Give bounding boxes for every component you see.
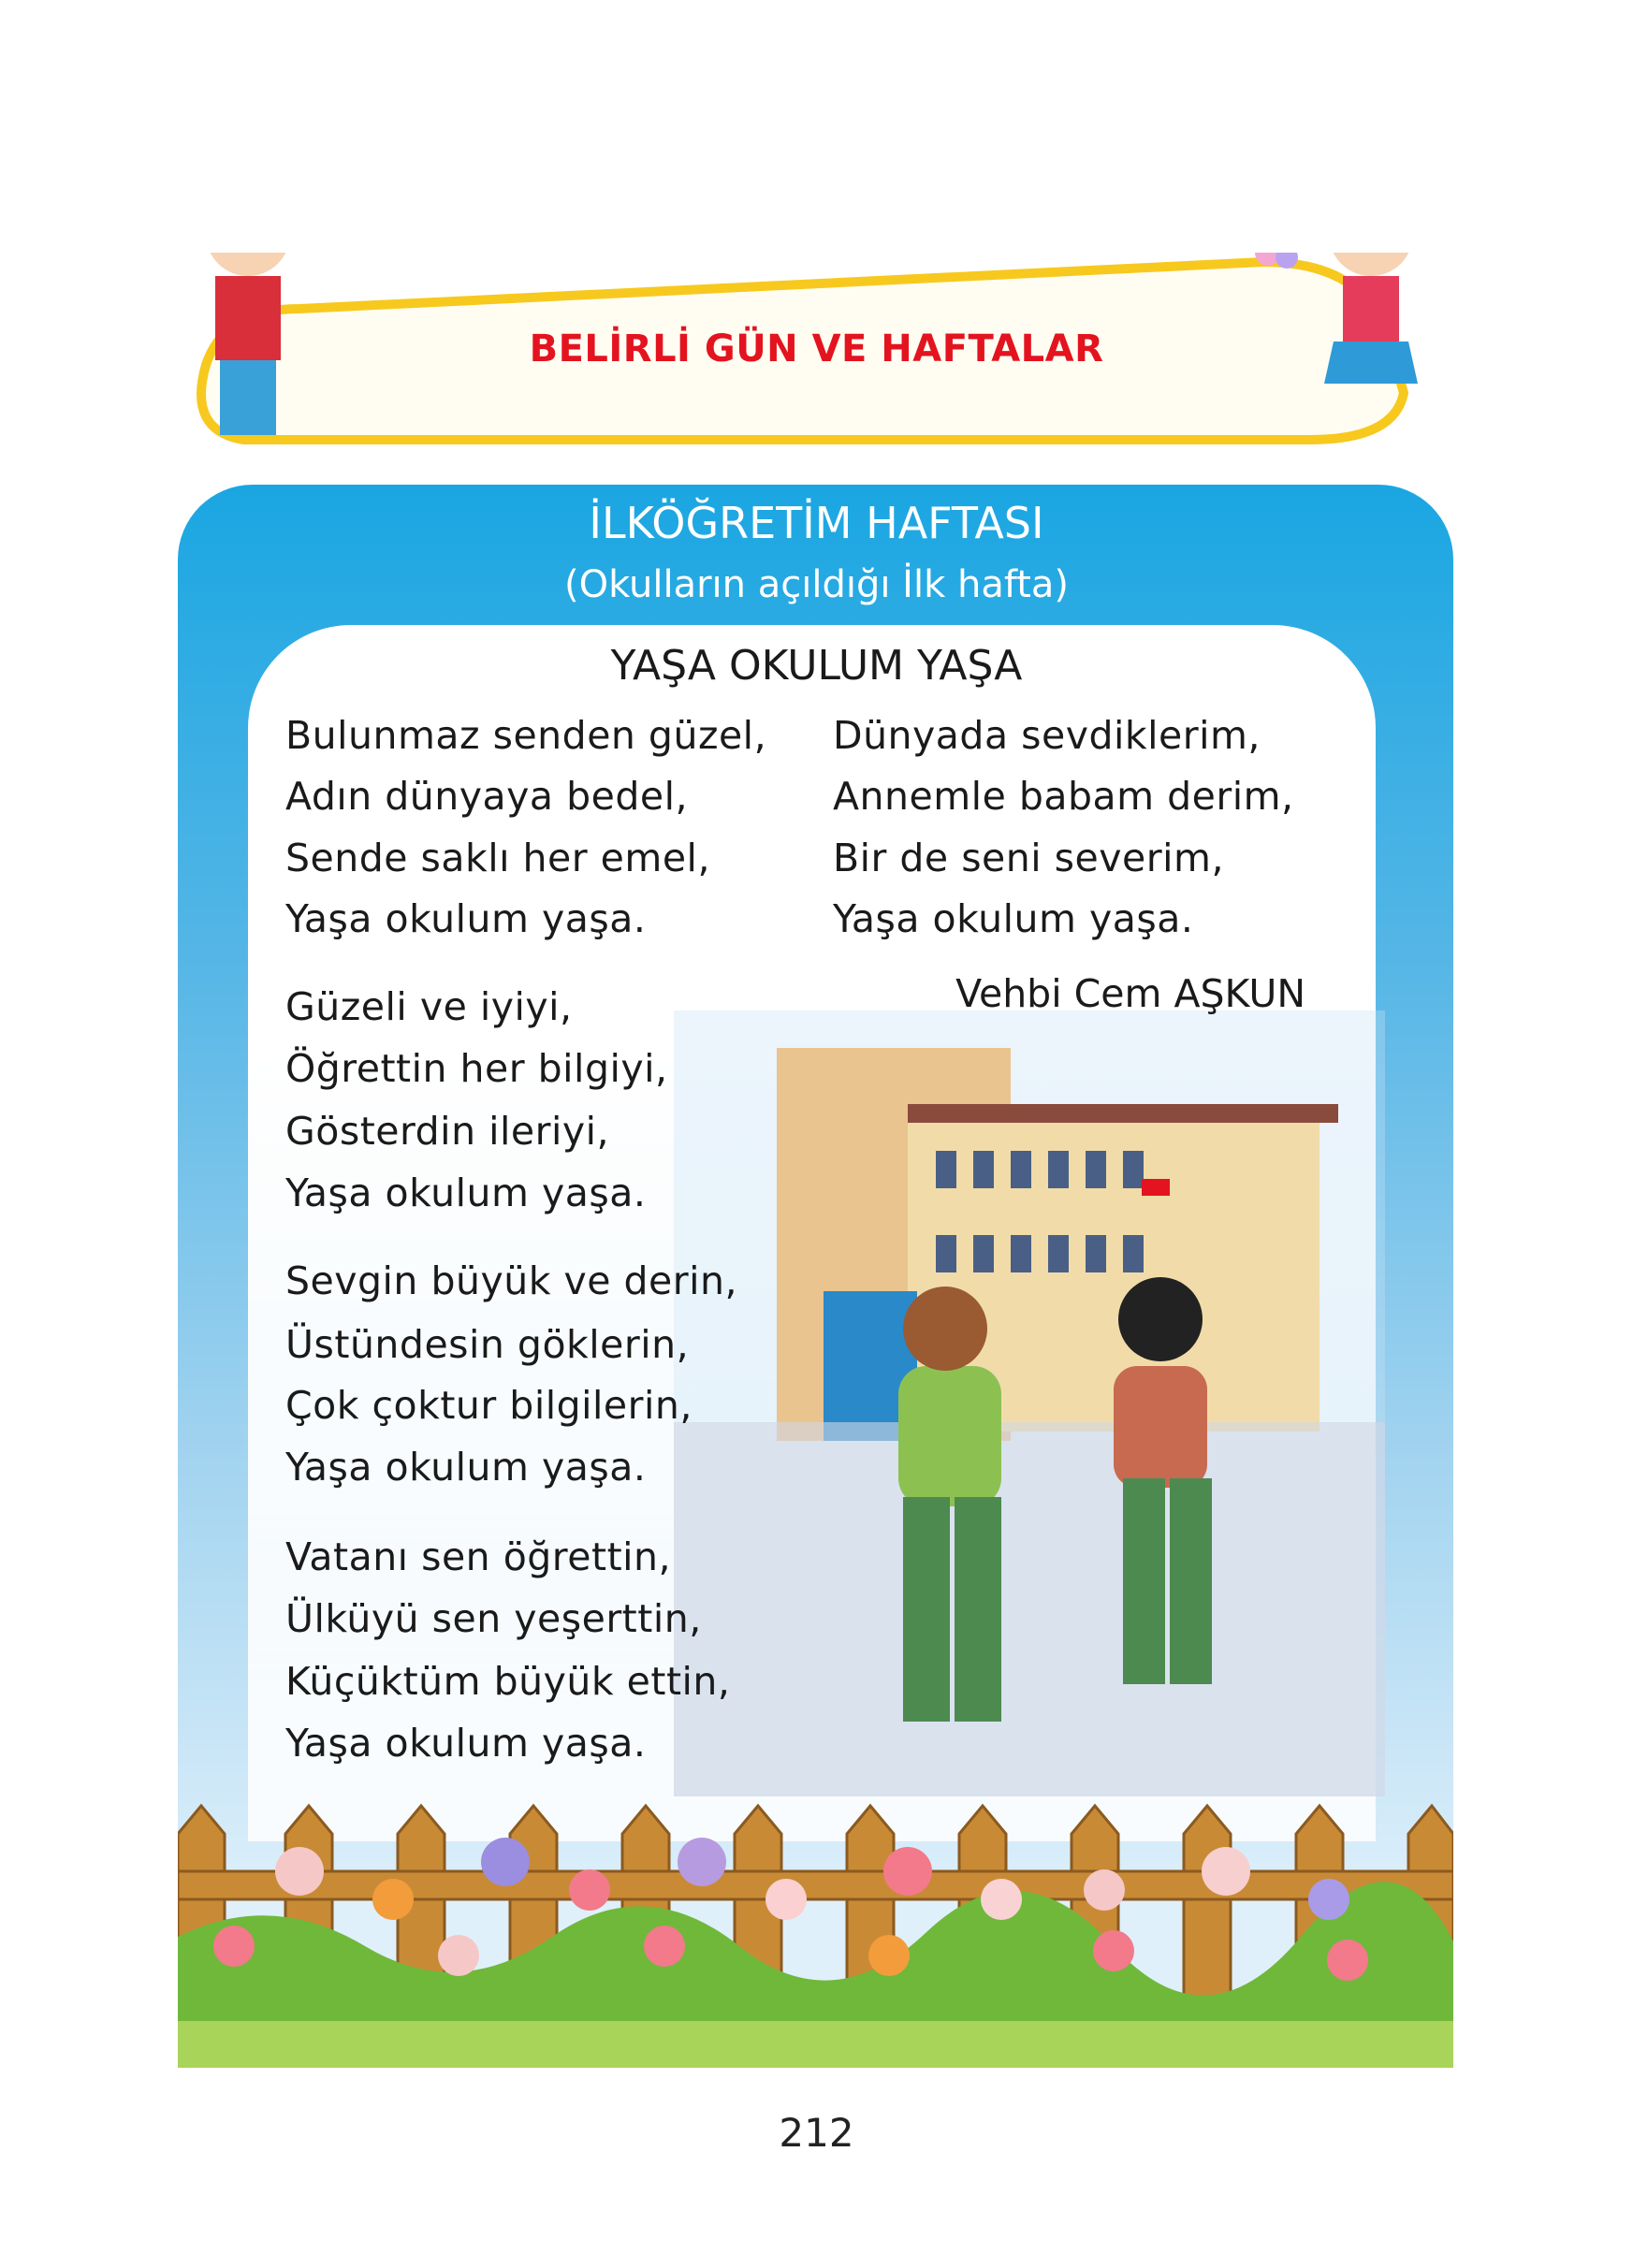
- poem-line: Küçüktüm büyük ettin,: [285, 1659, 731, 1704]
- flag-icon: [1142, 1179, 1170, 1196]
- week-title: İLKÖĞRETİM HAFTASI: [589, 498, 1044, 548]
- poem-line: Vatanı sen öğrettin,: [285, 1534, 672, 1579]
- fence-flowers-decoration: [178, 1778, 1453, 2068]
- poem-line: Dünyada sevdiklerim,: [833, 713, 1261, 758]
- girl-child-icon: [1114, 1277, 1212, 1684]
- poem-line: Yaşa okulum yaşa.: [833, 896, 1194, 941]
- poem-line: Yaşa okulum yaşa.: [285, 1170, 647, 1215]
- poem-author: Vehbi Cem AŞKUN: [955, 971, 1305, 1016]
- poem-line: Sevgin büyük ve derin,: [285, 1258, 738, 1303]
- section-title: BELİRLİ GÜN VE HAFTALAR: [529, 327, 1104, 371]
- poem-line: Öğrettin her bilgiyi,: [285, 1046, 668, 1091]
- poem-line: Yaşa okulum yaşa.: [285, 1445, 647, 1490]
- poem-line: Çok çoktur bilgilerin,: [285, 1383, 693, 1428]
- poem-line: Annemle babam derim,: [833, 774, 1294, 819]
- poem-line: Bulunmaz senden güzel,: [285, 713, 767, 758]
- poem-title: YAŞA OKULUM YAŞA: [610, 642, 1023, 690]
- school-building-icon: [777, 1048, 1338, 1441]
- page-number: 212: [779, 2110, 854, 2156]
- poem-line: Sende saklı her emel,: [285, 836, 710, 880]
- poem-line: Ülküyü sen yeşerttin,: [285, 1596, 702, 1641]
- poem-line: Gösterdin ileriyi,: [285, 1109, 610, 1154]
- week-subtitle: (Okulların açıldığı İlk hafta): [563, 563, 1070, 606]
- poem-line: Adın dünyaya bedel,: [285, 774, 688, 819]
- poem-line: Üstündesin göklerin,: [285, 1322, 690, 1367]
- poem-line: Güzeli ve iyiyi,: [285, 984, 573, 1029]
- poem-line: Yaşa okulum yaşa.: [285, 896, 647, 941]
- poem-line: Bir de seni severim,: [833, 836, 1224, 880]
- poem-line: Yaşa okulum yaşa.: [285, 1721, 647, 1766]
- school-illustration: [674, 1010, 1385, 1796]
